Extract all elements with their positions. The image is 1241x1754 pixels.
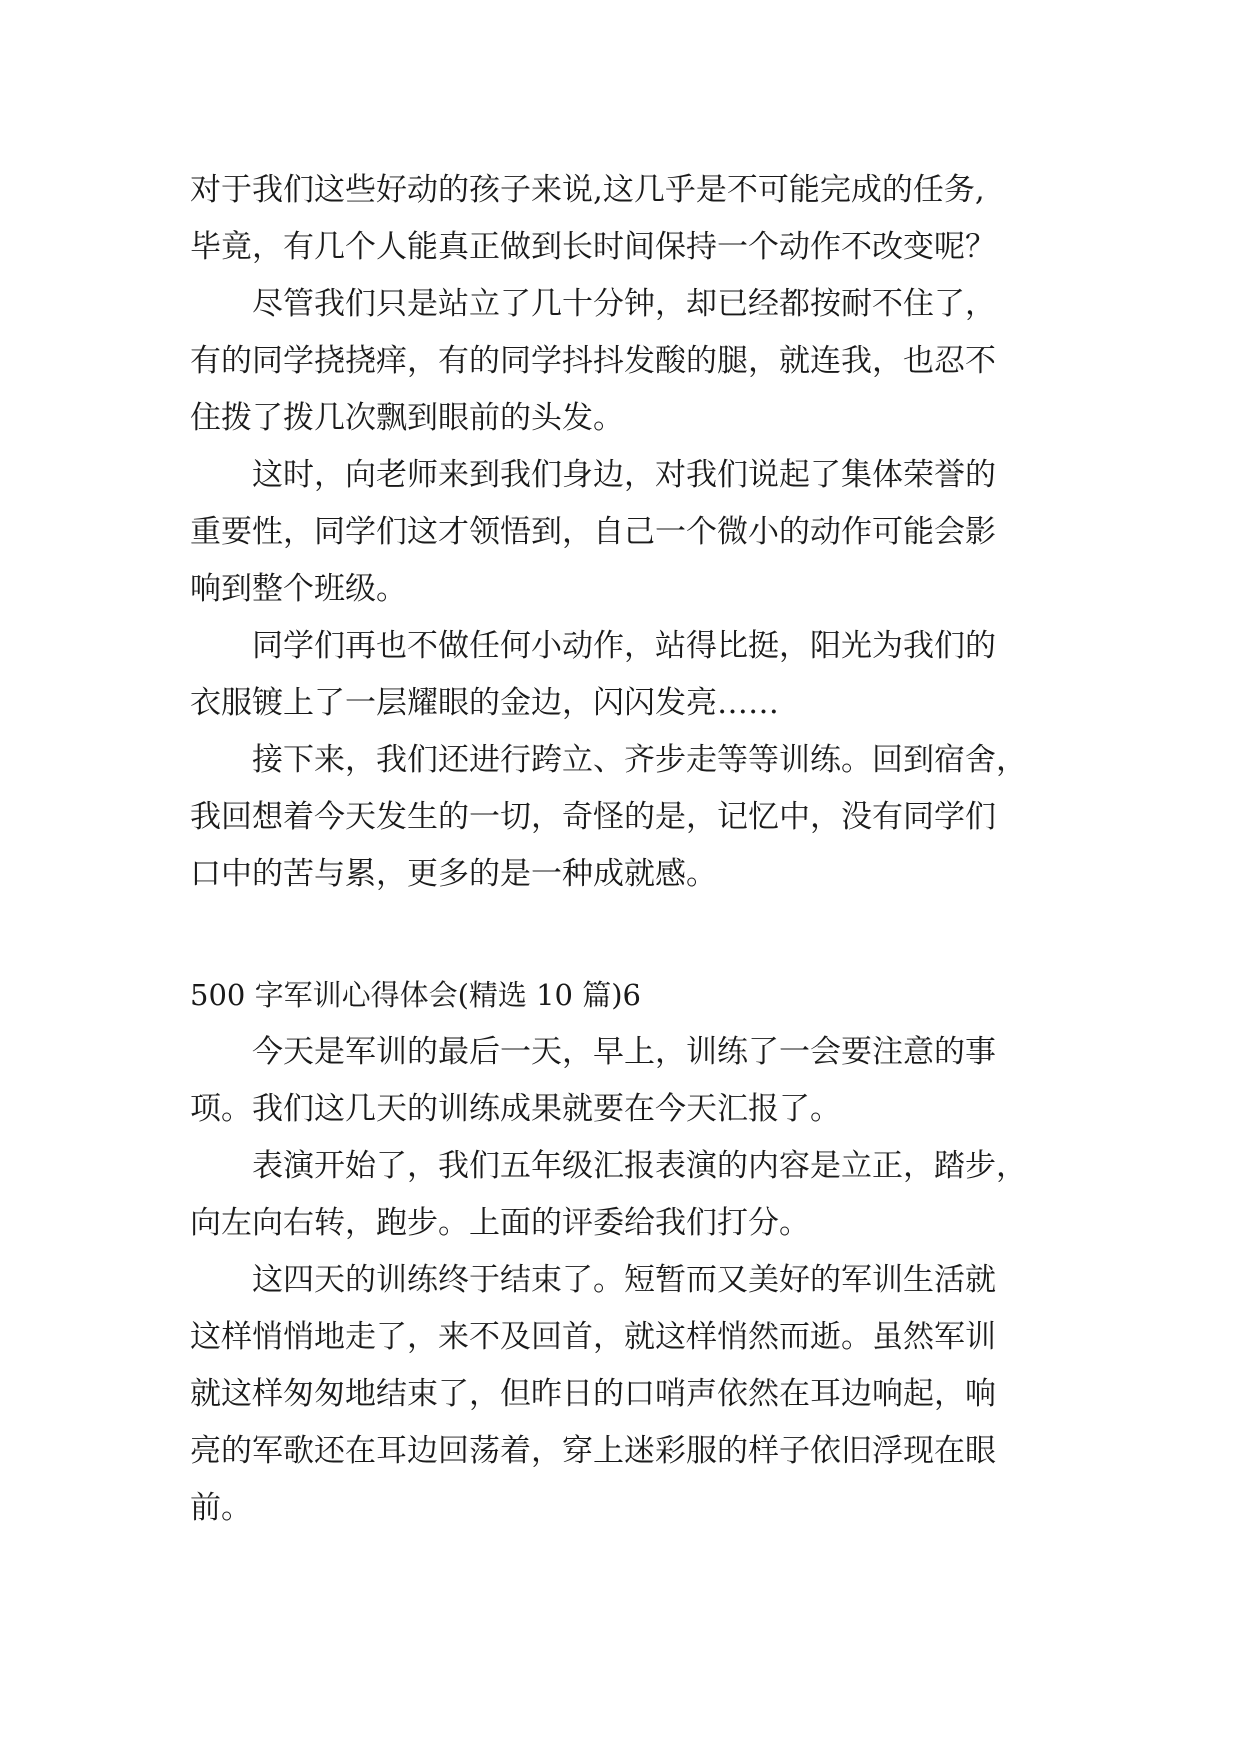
paragraph-line: 就这样匆匆地结束了，但昨日的口哨声依然在耳边响起，响 [190, 1376, 996, 1412]
paragraph-line: 前。 [190, 1490, 252, 1526]
paragraph-line: 衣服镀上了一层耀眼的金边，闪闪发亮…… [190, 685, 779, 721]
paragraph-line: 住拨了拨几次飘到眼前的头发。 [190, 400, 624, 436]
paragraph-line: 对于我们这些好动的孩子来说,这几乎是不可能完成的任务, [190, 172, 985, 208]
paragraph-line: 表演开始了，我们五年级汇报表演的内容是立正，踏步， [252, 1148, 1027, 1184]
section-1-body [190, 162, 1090, 903]
paragraph-line: 向左向右转，跑步。上面的评委给我们打分。 [190, 1205, 810, 1241]
paragraph-line: 重要性，同学们这才领悟到，自己一个微小的动作可能会影 [190, 514, 996, 550]
paragraph-line: 有的同学挠挠痒，有的同学抖抖发酸的腿，就连我，也忍不 [190, 343, 996, 379]
paragraph-line: 这时，向老师来到我们身边，对我们说起了集体荣誉的 [252, 457, 996, 493]
paragraph-line: 今天是军训的最后一天，早上，训练了一会要注意的事 [252, 1034, 996, 1070]
paragraph-line: 我回想着今天发生的一切，奇怪的是，记忆中，没有同学们 [190, 799, 996, 835]
paragraph-line: 同学们再也不做任何小动作，站得比挺，阳光为我们的 [252, 628, 996, 664]
paragraph-line: 尽管我们只是站立了几十分钟，却已经都按耐不住了， [252, 286, 996, 322]
paragraph-line: 口中的苦与累，更多的是一种成就感。 [190, 856, 717, 892]
section-2-body [190, 1024, 1090, 1537]
paragraph-line: 毕竟，有几个人能真正做到长时间保持一个动作不改变呢？ [190, 229, 996, 265]
section-heading: 500 字军训心得体会(精选 10 篇)6 [190, 978, 641, 1012]
paragraph-line: 这四天的训练终于结束了。短暂而又美好的军训生活就 [252, 1262, 996, 1298]
paragraph-line: 响到整个班级。 [190, 571, 407, 607]
paragraph-line: 接下来，我们还进行跨立、齐步走等等训练。回到宿舍， [252, 742, 1027, 778]
paragraph-line: 亮的军歌还在耳边回荡着，穿上迷彩服的样子依旧浮现在眼 [190, 1433, 996, 1469]
paragraph-line: 这样悄悄地走了，来不及回首，就这样悄然而逝。虽然军训 [190, 1319, 996, 1355]
paragraph-line: 项。我们这几天的训练成果就要在今天汇报了。 [190, 1091, 841, 1127]
